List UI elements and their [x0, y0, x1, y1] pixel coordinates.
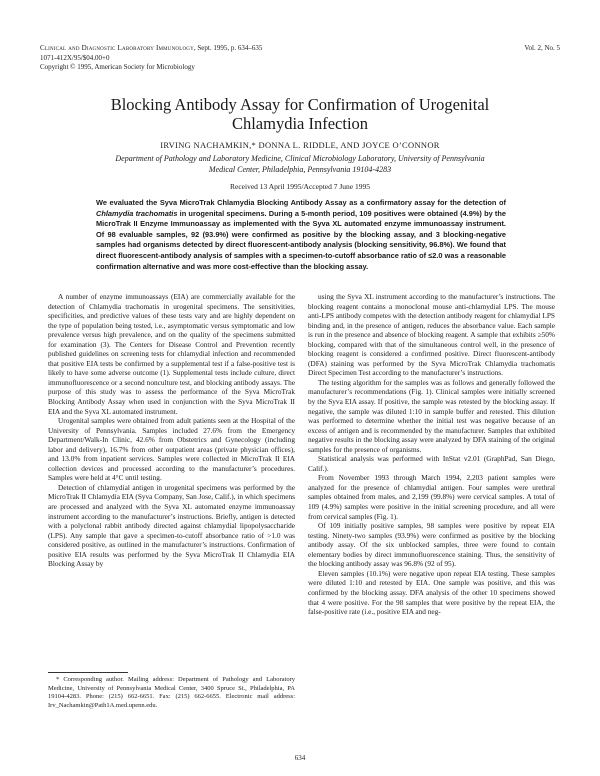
paragraph: Detection of chlamydial antigen in urogenital specimens was performed by the MicroTrak II Chlamydia EIA (Syva Company, San Jose, Calif.), in which specimens are processed and analyzed with the Syva XL automated enzyme immunoassay instrument according to the manufacturer’s instructions. Briefly, antigen is detected with a polyclonal rabbit antibody directed against chlamydial lipopolysaccharide (LPS). Any sample that gave a specimen-to-cutoff absorbance ratio of >1.0 was considered positive, as outlined in the manufacturer’s instructions. Confirmation of positive EIA results was performed by the Syva MicroTrak II Chlamydia EIA Blocking Assay by	[48, 482, 295, 569]
volume-info: Vol. 2, No. 5	[524, 44, 560, 52]
title-line-1: Blocking Antibody Assay for Confirmation of Urogenital	[110, 95, 490, 114]
footnote-divider	[48, 672, 128, 673]
paragraph: Of 109 initially positive samples, 98 samples were positive by repeat EIA testing. Ninety-two samples (93.9%) were confirmed as positive by the blocking antibody assay. Of the six unblocked samples, three were found to contain elementary bodies by direct immunofluorescence staining. Thus, the sensitivity of the blocking antibody assay was 96.8% (92 of 95).	[308, 521, 555, 569]
paragraph: A number of enzyme immunoassays (EIA) are commercially available for the detection of Chlamydia trachomatis in urogenital specimens. The sensitivities, specificities, and predictive values of these tests vary and are highly dependent on the type of population being tested, i.e., asymptomatic versus symptomatic and low prevalence versus high prevalence, and on the quality of the specimens submitted for examination (3). The Centers for Disease Control and Prevention recently published guidelines on screening tests for chlamydial infection and recommended that positive EIA tests be confirmed by a supplemental test if a false-positive test is likely to have some adverse outcome (1). Supplemental tests include culture, direct immunofluorescence or a second nonculture test, and blocking antibody assays. The purpose of this study was to assess the performance of the Syva MicroTrak Blocking Antibody Assay when used in conjunction with the Syva MicroTrak II EIA and the Syva XL automated instrument.	[48, 292, 295, 416]
corresponding-author-footnote: * Corresponding author. Mailing address: Department of Pathology and Laboratory Medicine, University of Pennsylvania Medical Center, 3400 Spruce St., Philadelphia, PA 19104-4283. Phone: (215) 662-6651. Fax: (215) 662-6655. Electronic mail address: Irv_Nachamkin@Path1A.med.upenn.edu.	[48, 676, 295, 709]
abstract-part-1: We evaluated the Syva MicroTrak Chlamydia Blocking Antibody Assay as a confirmatory assay for the detection of	[96, 198, 506, 207]
paragraph: using the Syva XL instrument according to the manufacturer’s instructions. The blocking reagent contains a monoclonal mouse anti-chlamydial LPS. The mouse anti-LPS antibody competes with the detection antibody reagent for chlamydial LPS binding and, in the presence of antigen, reduces the absorbance value. Each sample is run in the presence and absence of blocking reagent. A sample that exhibits ≥50% blocking, compared with that of the simultaneous control well, in the presence of blocking reagent is considered a confirmed positive. Direct fluorescent-antibody (DFA) staining was performed by the Syva MicroTrak Chlamydia trachomatis Direct Specimen Test according to the manufacturer’s instructions.	[308, 292, 555, 378]
title-line-2: Chlamydia Infection	[231, 114, 369, 133]
paragraph: Statistical analysis was performed with InStat v2.01 (GraphPad, San Diego, Calif.).	[308, 454, 555, 473]
issn: 1071-412X/95/$04.00+0	[40, 53, 110, 62]
abstract	[96, 198, 506, 272]
issue-info: , Sept. 1995, p. 634–635	[193, 44, 263, 52]
affiliation-line-1: Department of Pathology and Laboratory Medicine, Clinical Microbiology Laboratory, University of Pennsylvania	[115, 154, 485, 163]
running-header	[40, 44, 262, 73]
paragraph: Urogenital samples were obtained from adult patients seen at the Hospital of the University of Pennsylvania. Samples included 27.6% from the Emergency Department/Walk-In Clinic, 42.6% from Obstetrics and Gynecology (including labor and delivery), 16.7% from other outpatient areas (private physician offices), and 13.0% from inpatient services. Samples were collected in MicroTrak II EIA collection devices and processed according to the manufacturer’s procedures. Samples were held at 4°C until testing.	[48, 416, 295, 483]
abstract-part-2: in urogenital specimens. During a 5-month period, 109 positives were obtained (4.9%) by the MicroTrak II Enzyme Immunoassay as implemented with the Syva XL automated enzyme immunoassay instrument. Of 98 evaluable samples, 92 (93.9%) were confirmed as positive by the blocking assay, and 3 blocking-negative samples had organisms detected by direct fluorescent-antibody analysis (blocking sensitivity, 96.8%). We found that direct fluorescent-antibody analysis of samples with a specimen-to-cutoff absorbance ratio of ≤2.0 was a reasonable confirmation alternative and was more cost-effective than the blocking assay.	[96, 208, 506, 271]
article-title	[60, 95, 540, 133]
affiliation-line-2: Medical Center, Philadelphia, Pennsylvania 19104-4283	[208, 164, 392, 174]
paragraph: The testing algorithm for the samples was as follows and generally followed the manufacturer’s recommendations (Fig. 1). Clinical samples were initially screened by the Syva EIA assay. If positive, the sample was retested by the blocking assay. If negative, the sample was diluted 1:10 in sample buffer and retested. This dilution was performed to determine whether the initial test was negative because of an excess of antigen and is recommended by the manufacturer. Samples that exhibited negative results in the blocking assay were analyzed by DFA staining of the original samples for the presence of organisms.	[308, 377, 555, 454]
body-column-right	[308, 292, 555, 617]
copyright: Copyright © 1995, American Society for Microbiology	[40, 63, 195, 71]
page-number: 634	[294, 754, 306, 762]
abstract-organism: Chlamydia trachomatis	[96, 208, 178, 218]
body-column-left	[48, 292, 295, 569]
paragraph: From November 1993 through March 1994, 2,203 patient samples were analyzed for the presence of chlamydial antigen. Four samples were urethral samples obtained from males, and 2,199 (99.8%) were cervical samples. A total of 109 (4.9%) samples were positive in the initial screening procedure, and all were from cervical samples (Fig. 1).	[308, 473, 555, 521]
authors: IRVING NACHAMKIN,* DONNA L. RIDDLE, AND JOYCE O’CONNOR	[160, 140, 440, 150]
affiliation	[60, 154, 540, 175]
journal-name: Clinical and Diagnostic Laboratory Immunology	[40, 44, 194, 52]
paragraph: Eleven samples (10.1%) were negative upon repeat EIA testing. These samples were diluted 1:10 and retested by EIA. One sample was positive, and this was confirmed by the blocking assay. DFA analysis of the other 10 specimens showed that 4 were positive. For the 98 samples that were positive by the repeat EIA, the false-positive rate (i.e., positive EIA and neg-	[308, 568, 555, 617]
received-dates: Received 13 April 1995/Accepted 7 June 1995	[230, 182, 370, 191]
